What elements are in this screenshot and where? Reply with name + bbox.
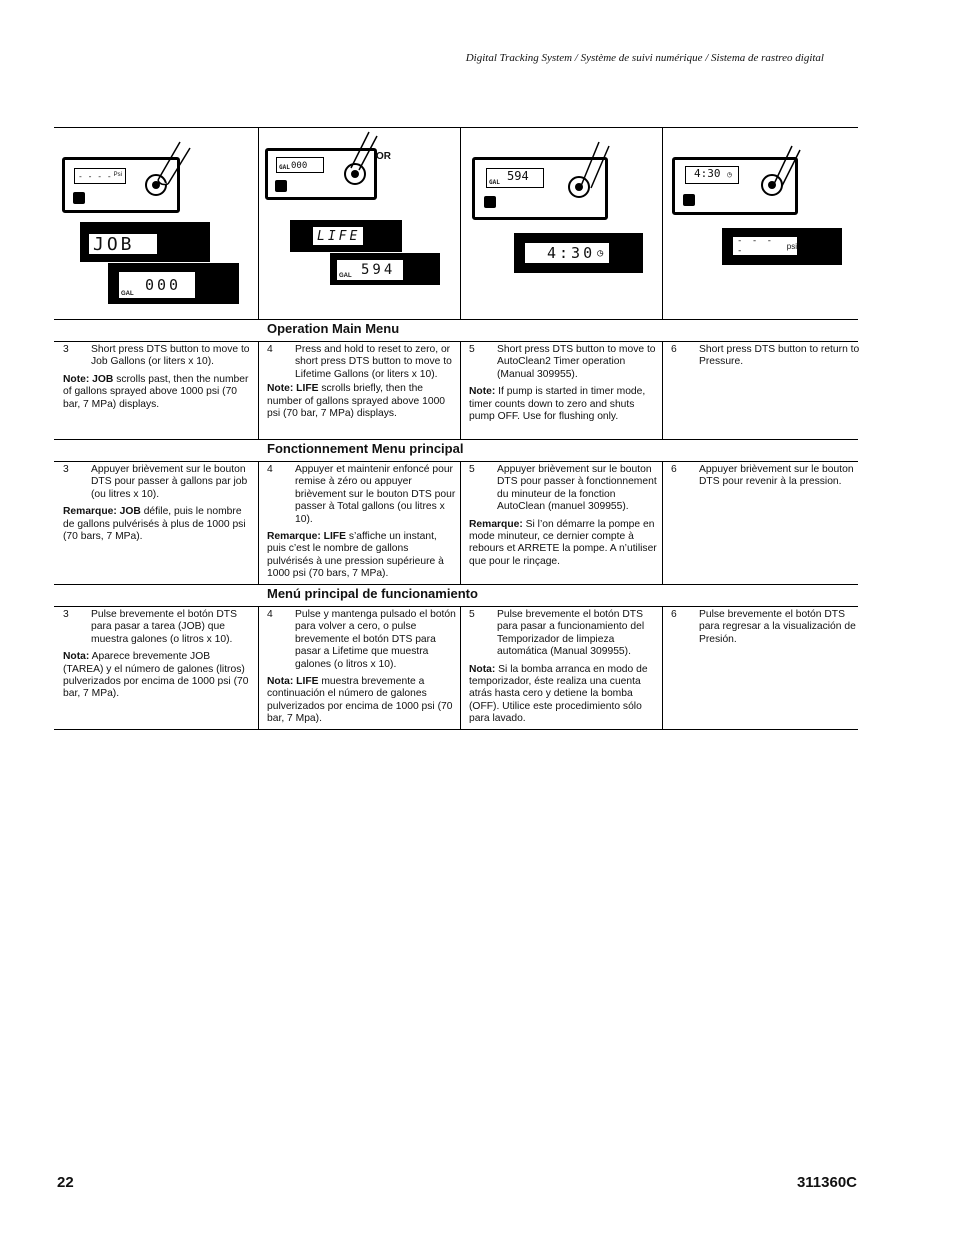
lcd-unit: Psi bbox=[113, 172, 122, 178]
col-divider bbox=[460, 461, 461, 584]
banner-text: JOB bbox=[93, 233, 135, 255]
page-header-title: Digital Tracking System / Système de suivi numérique / Sistema de rastreo digital bbox=[465, 52, 824, 64]
col-divider bbox=[258, 127, 259, 320]
step-cell bbox=[63, 609, 253, 701]
section-title-en: Operation Main Menu bbox=[267, 321, 400, 336]
col-divider bbox=[258, 461, 259, 584]
step-number: 3 bbox=[63, 464, 69, 475]
step-cell bbox=[63, 344, 253, 411]
lcd-readout: - - - - bbox=[78, 172, 112, 181]
finger-press-icon bbox=[770, 142, 806, 188]
section-title-es: Menú principal de funcionamiento bbox=[267, 586, 478, 601]
graco-logo-icon bbox=[73, 192, 85, 204]
note-label: Nota: LIFE bbox=[267, 676, 319, 688]
finger-press-icon bbox=[150, 138, 200, 186]
step-text: Appuyer brièvement sur le bouton DTS pour passer à fonctionnement du minuteur de la fonction AutoClean (manuel 309955). bbox=[497, 464, 657, 513]
step-cell bbox=[267, 464, 457, 581]
finger-press-icon bbox=[345, 128, 385, 172]
or-label: OR bbox=[376, 151, 391, 162]
lcd-readout: 000 bbox=[291, 161, 308, 171]
note-label: Note: LIFE bbox=[267, 383, 319, 395]
note-text: scrolls briefly, then the number of gallons sprayed above 1000 psi (70 bar, 7 MPa) displays. bbox=[267, 383, 446, 420]
banner-text: 594 bbox=[361, 262, 396, 278]
step-cell bbox=[267, 609, 457, 726]
note-text: Aparece brevemente JOB (TAREA) y el número de galones (litros) pulverizados por encima de 1000 psi (70 bar, 7 MPa). bbox=[63, 651, 249, 700]
banner-unit-label: GAL bbox=[121, 291, 134, 297]
step-cell bbox=[267, 344, 457, 420]
step-number: 5 bbox=[469, 609, 475, 620]
col-divider bbox=[258, 341, 259, 439]
step-text: Pulse y mantenga pulsado el botón para volver a cero, o pulse brevemente el botón DTS para pasar a Lifetime que muestra galones (o litros x 10). bbox=[295, 609, 456, 670]
row-rule bbox=[54, 584, 858, 585]
step-text: Appuyer et maintenir enfoncé pour remise à zéro ou appuyer brièvement sur le bouton DTS pour passer à Total gallons (ou litres x 10). bbox=[295, 464, 456, 525]
step-text: Pulse brevemente el botón DTS para pasar a funcionamiento del Temporizador de limpieza automática (Manual 309955). bbox=[497, 609, 645, 658]
graco-logo-icon bbox=[484, 196, 496, 208]
row-rule bbox=[54, 341, 858, 342]
note-text: If pump is started in timer mode, timer counts down to zero and shuts pump OFF. Use for flushing only. bbox=[469, 386, 646, 423]
col-divider bbox=[460, 341, 461, 439]
col-divider bbox=[662, 127, 663, 320]
row-rule bbox=[54, 606, 858, 607]
lcd-unit: GAL bbox=[279, 164, 290, 171]
graco-logo-icon bbox=[275, 180, 287, 192]
step-number: 4 bbox=[267, 464, 273, 475]
step-number: 4 bbox=[267, 344, 273, 355]
page-number: 22 bbox=[57, 1174, 74, 1191]
timer-clock-icon: ◷ bbox=[597, 247, 604, 259]
step-cell bbox=[671, 464, 861, 489]
step-text: Appuyer brièvement sur le bouton DTS pour passer à gallons par job (ou litres x 10). bbox=[91, 464, 248, 500]
unit-lcd bbox=[276, 157, 324, 173]
document-number: 311360C bbox=[796, 1174, 857, 1191]
col-divider bbox=[662, 341, 663, 439]
unit-lcd bbox=[74, 168, 126, 184]
step-number: 5 bbox=[469, 464, 475, 475]
step-number: 6 bbox=[671, 609, 677, 620]
finger-press-icon bbox=[575, 138, 615, 190]
note-label: Remarque: LIFE bbox=[267, 531, 346, 543]
note-label: Note: JOB bbox=[63, 373, 114, 385]
note-label: Nota: bbox=[63, 651, 90, 663]
timer-clock-icon: ◷ bbox=[727, 170, 732, 179]
banner-unit-label: psi bbox=[786, 241, 797, 251]
col-divider bbox=[460, 606, 461, 729]
graco-logo-icon bbox=[683, 194, 695, 206]
step-text: Press and hold to reset to zero, or short press DTS button to move to Lifetime Gallons (or liters x 10). bbox=[295, 344, 452, 380]
note-text: Si la bomba arranca en modo de temporizador, éste realiza una cuenta atrás hasta cero y detiene la bomba (OFF). Utilice este procedimiento sólo para lavado. bbox=[469, 663, 648, 725]
note-label: Note: bbox=[469, 386, 496, 398]
note-label: Nota: bbox=[469, 663, 496, 675]
step-cell bbox=[469, 609, 659, 726]
step-text: Short press DTS button to return to Pressure. bbox=[699, 344, 860, 368]
note-text: muestra brevemente a continuación el número de galones pulverizados por encima de 1000 psi (70 bar, 7 Mpa). bbox=[267, 676, 453, 725]
unit-lcd bbox=[685, 166, 739, 184]
table-top-rule bbox=[54, 127, 858, 128]
section-title-fr: Fonctionnement Menu principal bbox=[267, 441, 464, 456]
step-number: 3 bbox=[63, 609, 69, 620]
row-rule bbox=[54, 461, 858, 462]
lcd-unit: GAL bbox=[489, 179, 500, 186]
step-cell bbox=[63, 464, 253, 543]
banner-text: 4:30 bbox=[547, 244, 596, 262]
note-text: défile, puis le nombre de gallons pulvérisés à plus de 1000 psi (70 bars, 7 MPa). bbox=[63, 506, 246, 543]
row-rule bbox=[54, 729, 858, 730]
row-rule bbox=[54, 439, 858, 440]
col-divider bbox=[662, 606, 663, 729]
row-rule bbox=[54, 319, 858, 320]
lcd-readout: 594 bbox=[507, 169, 529, 183]
step-text: Pulse brevemente el botón DTS para pasar a tarea (JOB) que muestra galones (o litros x 10). bbox=[91, 609, 237, 645]
step-number: 5 bbox=[469, 344, 475, 355]
display-banner-timer bbox=[514, 233, 643, 273]
display-banner-job bbox=[80, 222, 210, 262]
display-banner-life bbox=[290, 220, 402, 252]
note-text: scrolls past, then the number of gallons sprayed above 1000 psi (70 bar, 7 MPa) displays. bbox=[63, 373, 249, 410]
display-banner-pressure bbox=[722, 228, 842, 265]
display-banner-gal bbox=[108, 263, 239, 304]
col-divider bbox=[662, 461, 663, 584]
step-number: 6 bbox=[671, 464, 677, 475]
note-text: s’affiche un instant, puis c’est le nombre de gallons pulvérisés à une pression supérieure à 1000 psi (70 bars, 7 MPa). bbox=[267, 531, 444, 580]
step-text: Appuyer brièvement sur le bouton DTS pour revenir à la pression. bbox=[699, 464, 854, 488]
col-divider bbox=[258, 606, 259, 729]
step-text: Pulse brevemente el botón DTS para regresar a la visualización de Presión. bbox=[699, 609, 856, 645]
step-number: 4 bbox=[267, 609, 273, 620]
step-cell bbox=[469, 344, 659, 423]
note-text: Si l’on démarre la pompe en mode minuteur, ce dernier compte à rebours et ARRETE la pompe. A n’utiliser que pour le rinçage. bbox=[469, 518, 657, 567]
step-cell bbox=[671, 609, 861, 646]
display-banner-lifetime-gal bbox=[330, 253, 440, 285]
lcd-readout: 4:30 bbox=[694, 167, 721, 180]
banner-text: 000 bbox=[145, 276, 182, 294]
unit-lcd bbox=[486, 168, 544, 188]
step-text: Short press DTS button to move to Job Gallons (or liters x 10). bbox=[91, 344, 250, 368]
step-number: 3 bbox=[63, 344, 69, 355]
note-label: Remarque: bbox=[469, 518, 523, 530]
note-label: Remarque: JOB bbox=[63, 506, 141, 518]
step-cell bbox=[469, 464, 659, 568]
step-cell bbox=[671, 344, 861, 369]
banner-text: LIFE bbox=[317, 228, 361, 244]
step-number: 6 bbox=[671, 344, 677, 355]
step-text: Short press DTS button to move to AutoClean2 Timer operation (Manual 309955). bbox=[497, 344, 656, 380]
banner-text: - - - - bbox=[737, 236, 775, 256]
col-divider bbox=[460, 127, 461, 320]
banner-unit-label: GAL bbox=[339, 273, 352, 279]
